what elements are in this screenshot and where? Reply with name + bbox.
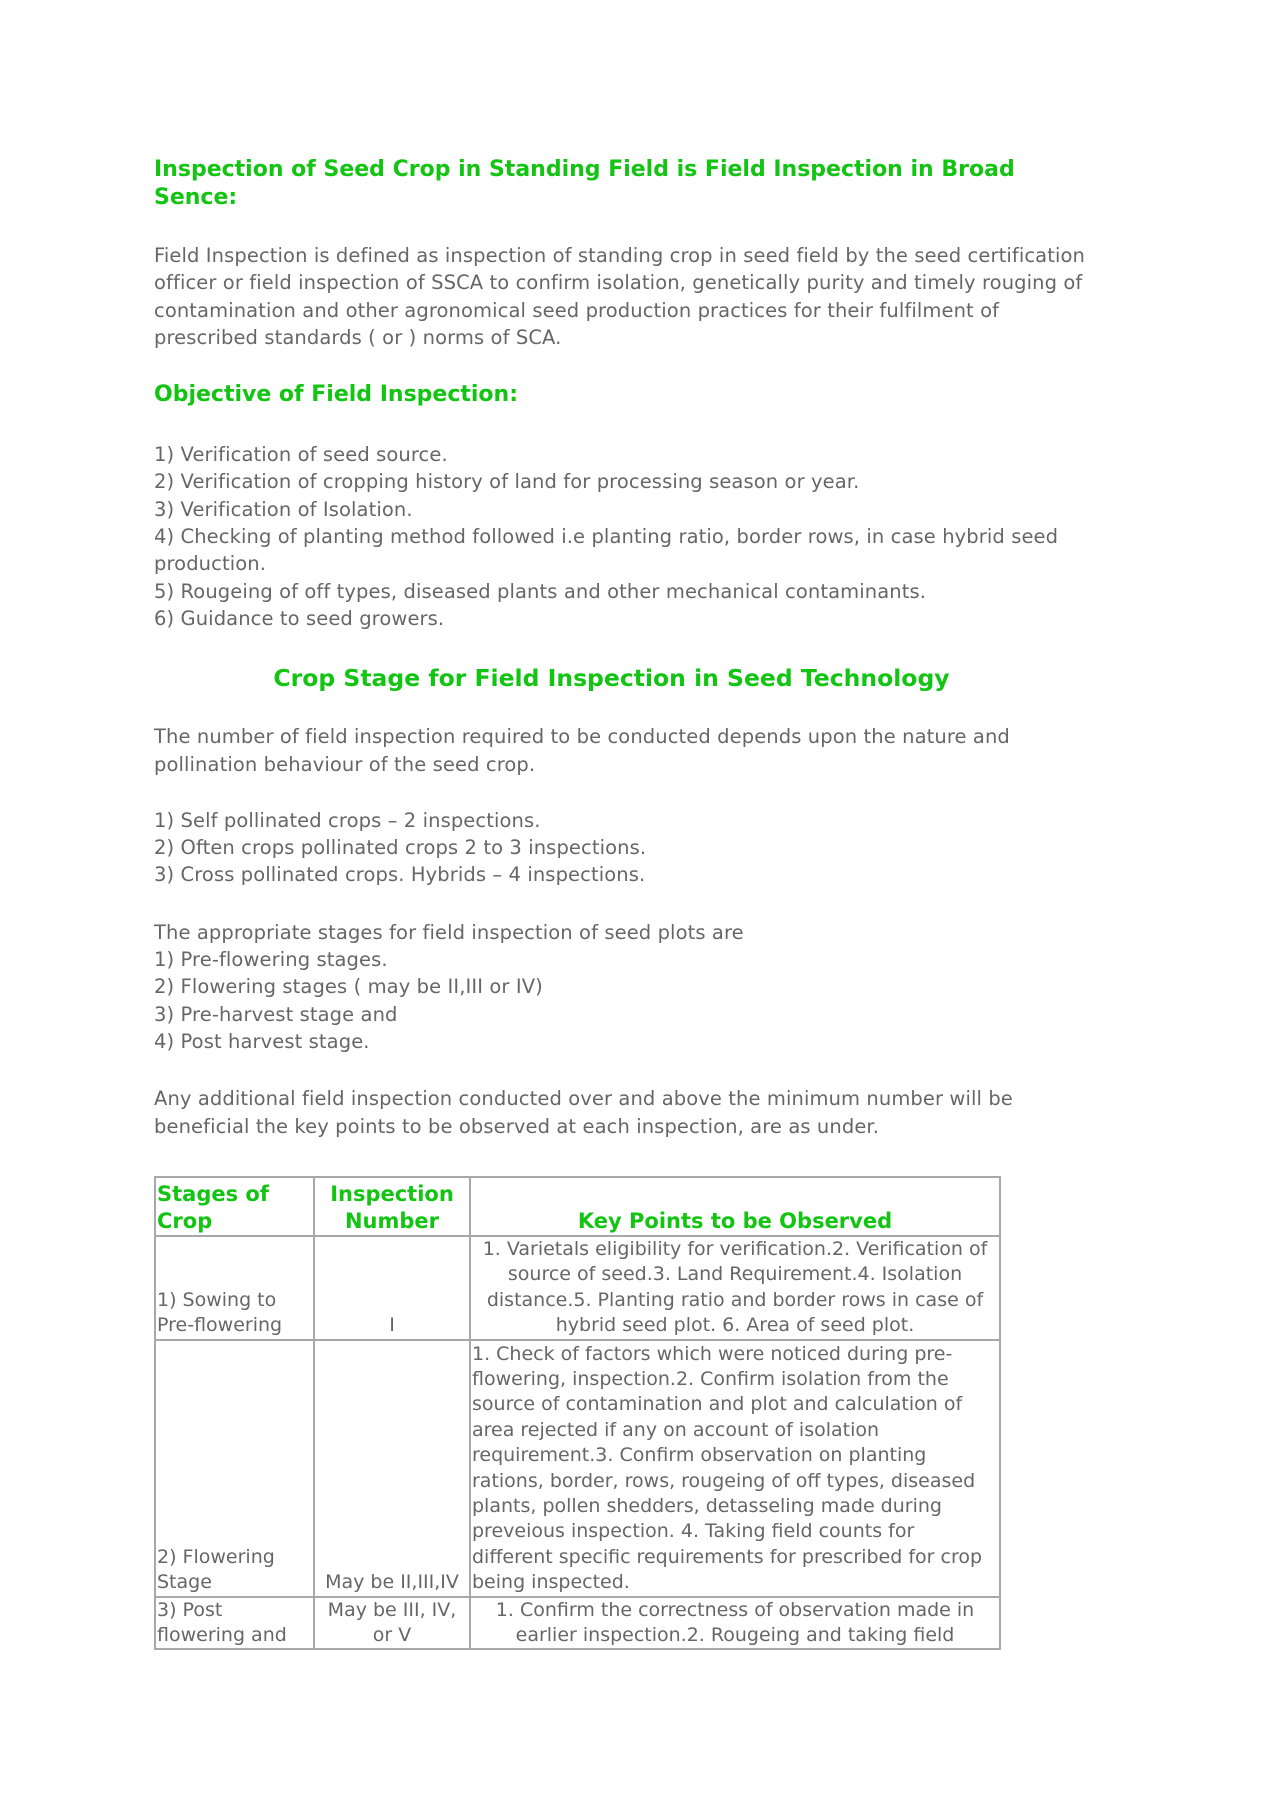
inspection-count-list — [154, 807, 1099, 889]
key-points-table — [154, 1176, 1001, 1650]
cell-number: May be III, IV, or V — [314, 1597, 470, 1650]
table-row — [155, 1597, 1000, 1650]
list-item: 1) Self pollinated crops – 2 inspections. — [154, 808, 541, 832]
stages-list — [154, 946, 1099, 1055]
list-item: 5) Rougeing of off types, diseased plants and other mechanical contaminants. — [154, 579, 927, 603]
closing-paragraph: Any additional field inspection conducted over and above the minimum number will be beneficial the key points to be observed at each inspection, are as under. — [154, 1087, 1013, 1138]
cell-points: 1. Varietals eligibility for verification.2. Verification of source of seed.3. Land Requirement.4. Isolation distance.5. Planting ratio and border rows in case of hybrid seed plot. 6. Area of seed plot. — [470, 1236, 1000, 1340]
section-title-field-inspection: Inspection of Seed Crop in Standing Field is Field Inspection in Broad Sence: — [154, 157, 1015, 210]
table-row — [155, 1236, 1000, 1340]
list-item: 1) Pre-flowering stages. — [154, 948, 388, 972]
list-item: 2) Flowering stages ( may be II,III or IV) — [154, 975, 543, 999]
cell-points: 1. Confirm the correctness of observation made in earlier inspection.2. Rougeing and taking field — [470, 1597, 1000, 1650]
list-item: 1) Verification of seed source. — [154, 443, 448, 467]
list-item: 4) Post harvest stage. — [154, 1029, 370, 1053]
cell-stage: 2) Flowering Stage — [155, 1340, 314, 1597]
list-item: 6) Guidance to seed growers. — [154, 606, 445, 630]
definition-paragraph: Field Inspection is defined as inspection of standing crop in seed field by the seed certification officer or field inspection of SSCA to confirm isolation, genetically purity and timely rouging of contamination and other agronomical seed production practices for their fulfilment of prescribed standards ( or ) norms of SCA. — [154, 244, 1085, 349]
list-item: 3) Cross pollinated crops. Hybrids – 4 inspections. — [154, 863, 646, 887]
crop-stage-intro: The number of field inspection required to be conducted depends upon the nature and pollination behaviour of the seed crop. — [154, 725, 1010, 776]
cell-stage: 1) Sowing to Pre-flowering — [155, 1236, 314, 1340]
cell-number: May be II,III,IV — [314, 1340, 470, 1597]
cell-stage: 3) Post flowering and — [155, 1597, 314, 1650]
document-page — [154, 156, 1099, 1140]
header-stages-of-crop: Stages of Crop — [155, 1177, 314, 1236]
list-item: 3) Verification of Isolation. — [154, 497, 413, 521]
cell-number: I — [314, 1236, 470, 1340]
list-item: 2) Often crops pollinated crops 2 to 3 inspections. — [154, 836, 647, 860]
cell-points: 1. Check of factors which were noticed during pre-flowering, inspection.2. Confirm isolation from the source of contamination and plot and calculation of area rejected if any on account of isolation requirement.3. Confirm observation on planting rations, border, rows, rougeing of off types, diseased plants, pollen shedders, detasseling made during preveious inspection. 4. Taking field counts for different specific requirements for prescribed for crop being inspected. — [470, 1340, 1000, 1597]
section-title-crop-stage: Crop Stage for Field Inspection in Seed Technology — [273, 664, 950, 693]
list-item: 4) Checking of planting method followed i.e planting ratio, border rows, in case hybrid seed production. — [154, 525, 1059, 576]
section-title-objective: Objective of Field Inspection: — [154, 382, 518, 408]
list-item: 2) Verification of cropping history of land for processing season or year. — [154, 470, 860, 494]
header-inspection-number: Inspection Number — [314, 1177, 470, 1236]
header-key-points: Key Points to be Observed — [470, 1177, 1000, 1236]
table-header-row — [155, 1177, 1000, 1236]
stages-intro: The appropriate stages for field inspection of seed plots are — [154, 920, 744, 944]
list-item: 3) Pre-harvest stage and — [154, 1002, 398, 1026]
objective-list — [154, 441, 1099, 632]
table-row — [155, 1340, 1000, 1597]
